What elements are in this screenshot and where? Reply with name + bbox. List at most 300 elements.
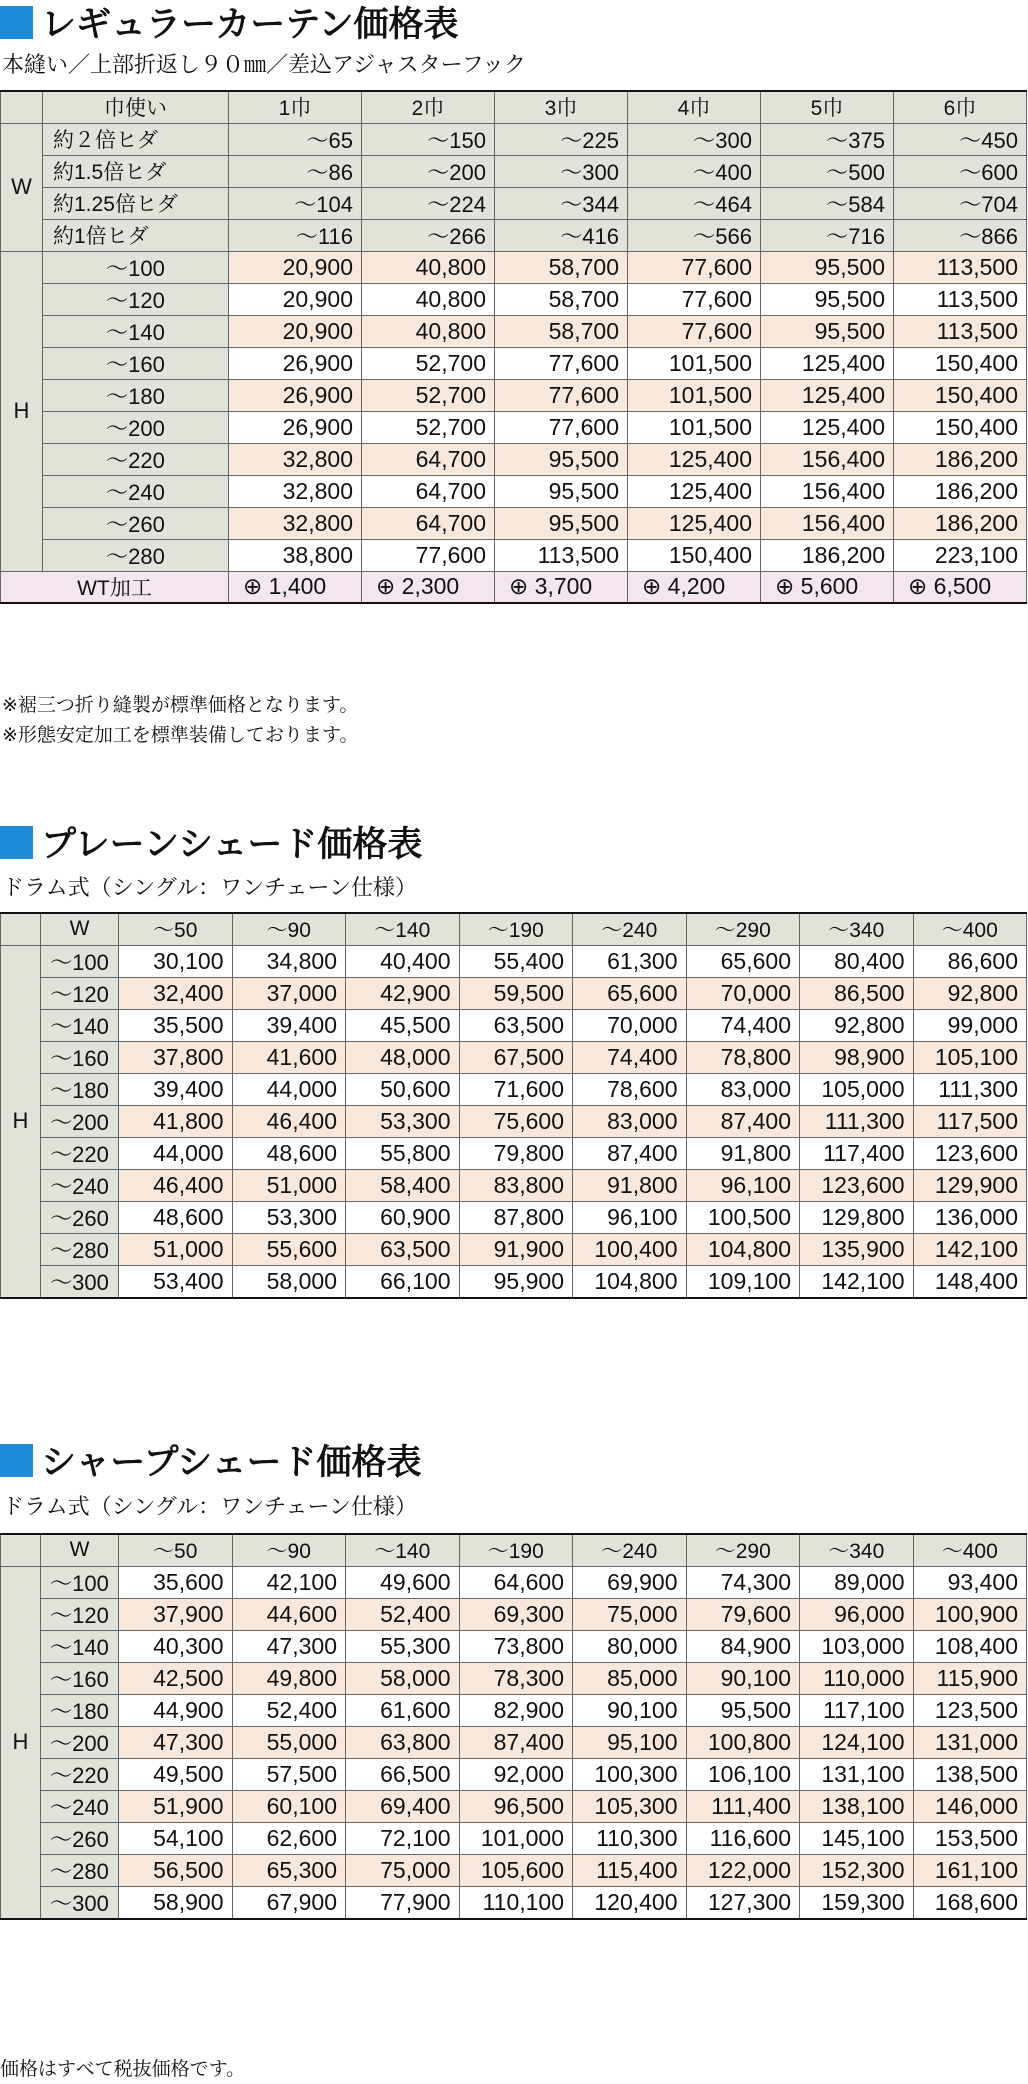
h-row-label: ～240 — [41, 1790, 119, 1822]
table-row — [1, 1009, 1027, 1041]
header-col: 4巾 — [628, 91, 761, 123]
table-row — [1, 1137, 1027, 1169]
price-cell: 75,000 — [346, 1854, 460, 1886]
price-cell: 111,400 — [686, 1790, 800, 1822]
price-cell: 95,500 — [761, 315, 894, 347]
price-cell: 110,000 — [800, 1662, 914, 1694]
price-cell: 125,400 — [628, 475, 761, 507]
price-cell: 146,000 — [913, 1790, 1027, 1822]
price-cell: 150,400 — [894, 379, 1027, 411]
price-cell: 65,600 — [573, 977, 687, 1009]
price-cell: 77,900 — [346, 1886, 460, 1919]
header-col: ～240 — [573, 913, 687, 945]
header-col: ～290 — [686, 913, 800, 945]
price-cell: 49,600 — [346, 1566, 460, 1598]
h-row — [1, 379, 1027, 411]
price-cell: 52,400 — [232, 1694, 346, 1726]
header-col: ～340 — [800, 1534, 914, 1566]
price-cell: 96,000 — [800, 1598, 914, 1630]
h-row-label: ～140 — [41, 1630, 119, 1662]
w-cell: ～464 — [628, 187, 761, 219]
price-cell: 69,300 — [459, 1598, 573, 1630]
h-row-label: ～200 — [43, 411, 229, 443]
price-cell: 105,300 — [573, 1790, 687, 1822]
price-cell: 49,800 — [232, 1662, 346, 1694]
price-cell: 39,400 — [232, 1009, 346, 1041]
price-cell: 73,800 — [459, 1630, 573, 1662]
price-cell: 101,500 — [628, 411, 761, 443]
h-row-label: ～100 — [43, 251, 229, 283]
price-cell: 52,400 — [346, 1598, 460, 1630]
w-row-label: 約1.25倍ヒダ — [43, 187, 229, 219]
price-cell: 39,400 — [119, 1073, 233, 1105]
price-cell: 125,400 — [628, 507, 761, 539]
w-cell: ～300 — [495, 155, 628, 187]
w-cell: ～225 — [495, 123, 628, 155]
price-cell: 100,400 — [573, 1233, 687, 1265]
price-cell: 44,600 — [232, 1598, 346, 1630]
h-group-label: H — [1, 251, 43, 571]
price-cell: 64,700 — [362, 507, 495, 539]
price-cell: 74,400 — [573, 1041, 687, 1073]
price-cell: 95,500 — [495, 475, 628, 507]
price-cell: 148,400 — [913, 1265, 1027, 1298]
plain-subtitle: ドラム式（シングル：ワンチェーン仕様） — [2, 876, 418, 901]
price-cell: 115,400 — [573, 1854, 687, 1886]
h-row-label: ～180 — [41, 1073, 119, 1105]
header-col: ～240 — [573, 1534, 687, 1566]
header-col: ～90 — [232, 1534, 346, 1566]
price-cell: 60,900 — [346, 1201, 460, 1233]
h-row-label: ～120 — [43, 283, 229, 315]
w-row — [1, 219, 1027, 251]
price-cell: 63,500 — [346, 1233, 460, 1265]
price-cell: 50,600 — [346, 1073, 460, 1105]
price-cell: 58,700 — [495, 283, 628, 315]
table-row — [1, 945, 1027, 977]
price-cell: 92,800 — [913, 977, 1027, 1009]
plain-title-text: プレーンシェード価格表 — [41, 825, 423, 865]
table-row — [1, 1105, 1027, 1137]
price-cell: 35,600 — [119, 1566, 233, 1598]
h-row-label: ～260 — [41, 1201, 119, 1233]
price-cell: 61,600 — [346, 1694, 460, 1726]
table-row — [1, 1886, 1027, 1919]
curtain-price-table — [0, 90, 1027, 604]
price-cell: 105,000 — [800, 1073, 914, 1105]
price-cell: 58,700 — [495, 315, 628, 347]
price-cell: 49,500 — [119, 1758, 233, 1790]
h-row-label: ～160 — [41, 1041, 119, 1073]
w-row — [1, 187, 1027, 219]
w-row — [1, 155, 1027, 187]
price-cell: 46,400 — [232, 1105, 346, 1137]
price-cell: 161,100 — [913, 1854, 1027, 1886]
wt-label: WT加工 — [1, 571, 229, 603]
price-cell: 87,400 — [459, 1726, 573, 1758]
price-cell: 75,000 — [573, 1598, 687, 1630]
price-cell: 101,500 — [628, 347, 761, 379]
price-cell: 55,300 — [346, 1630, 460, 1662]
price-cell: 40,800 — [362, 283, 495, 315]
h-row-label: ～100 — [41, 1566, 119, 1598]
price-cell: 100,900 — [913, 1598, 1027, 1630]
curtain-title-text: レギュラーカーテン価格表 — [41, 5, 459, 45]
h-row-label: ～120 — [41, 977, 119, 1009]
h-row-label: ～180 — [43, 379, 229, 411]
price-cell: 113,500 — [894, 283, 1027, 315]
h-row-label: ～280 — [43, 539, 229, 571]
price-cell: 77,600 — [495, 347, 628, 379]
plain-header-row — [1, 913, 1027, 945]
wt-cell: ⊕ 2,300 — [362, 571, 495, 603]
price-cell: 89,000 — [800, 1566, 914, 1598]
price-cell: 53,400 — [119, 1265, 233, 1298]
price-cell: 123,600 — [913, 1137, 1027, 1169]
wt-cell: ⊕ 3,700 — [495, 571, 628, 603]
price-cell: 58,400 — [346, 1169, 460, 1201]
w-cell: ～344 — [495, 187, 628, 219]
table-row — [1, 1233, 1027, 1265]
plain-price-table — [0, 912, 1027, 1299]
h-row — [1, 443, 1027, 475]
price-cell: 150,400 — [628, 539, 761, 571]
w-cell: ～266 — [362, 219, 495, 251]
header-blank-cell — [1, 91, 43, 123]
price-cell: 83,000 — [686, 1073, 800, 1105]
price-cell: 101,000 — [459, 1822, 573, 1854]
price-cell: 57,500 — [232, 1758, 346, 1790]
price-cell: 92,000 — [459, 1758, 573, 1790]
h-row-label: ～120 — [41, 1598, 119, 1630]
price-cell: 32,800 — [229, 443, 362, 475]
w-group-label: W — [1, 123, 43, 251]
price-cell: 65,300 — [232, 1854, 346, 1886]
price-cell: 54,100 — [119, 1822, 233, 1854]
price-cell: 55,800 — [346, 1137, 460, 1169]
plain-title — [0, 820, 422, 864]
price-cell: 62,600 — [232, 1822, 346, 1854]
price-cell: 78,600 — [573, 1073, 687, 1105]
price-cell: 55,600 — [232, 1233, 346, 1265]
price-cell: 109,100 — [686, 1265, 800, 1298]
price-cell: 110,300 — [573, 1822, 687, 1854]
header-col: 6巾 — [894, 91, 1027, 123]
price-cell: 37,000 — [232, 977, 346, 1009]
price-cell: 100,800 — [686, 1726, 800, 1758]
price-cell: 95,500 — [686, 1694, 800, 1726]
price-cell: 96,100 — [686, 1169, 800, 1201]
price-cell: 96,100 — [573, 1201, 687, 1233]
price-cell: 127,300 — [686, 1886, 800, 1919]
price-cell: 26,900 — [229, 379, 362, 411]
h-row-label: ～220 — [41, 1758, 119, 1790]
w-cell: ～86 — [229, 155, 362, 187]
price-cell: 131,000 — [913, 1726, 1027, 1758]
price-cell: 75,600 — [459, 1105, 573, 1137]
price-cell: 150,400 — [894, 347, 1027, 379]
w-cell: ～65 — [229, 123, 362, 155]
price-cell: 100,300 — [573, 1758, 687, 1790]
table-row — [1, 1073, 1027, 1105]
price-cell: 91,800 — [573, 1169, 687, 1201]
price-cell: 86,600 — [913, 945, 1027, 977]
price-cell: 83,800 — [459, 1169, 573, 1201]
price-cell: 30,100 — [119, 945, 233, 977]
price-cell: 41,800 — [119, 1105, 233, 1137]
price-cell: 55,000 — [232, 1726, 346, 1758]
title-square-icon — [0, 6, 33, 39]
price-cell: 78,800 — [686, 1041, 800, 1073]
h-row-label: ～240 — [41, 1169, 119, 1201]
price-cell: 95,500 — [495, 443, 628, 475]
price-cell: 125,400 — [761, 411, 894, 443]
header-corner-label: W — [41, 1534, 119, 1566]
table-row — [1, 1566, 1027, 1598]
price-cell: 40,300 — [119, 1630, 233, 1662]
price-cell: 105,600 — [459, 1854, 573, 1886]
header-col: 1巾 — [229, 91, 362, 123]
price-cell: 40,800 — [362, 251, 495, 283]
price-cell: 77,600 — [628, 251, 761, 283]
header-col: ～190 — [459, 913, 573, 945]
price-cell: 113,500 — [894, 315, 1027, 347]
price-cell: 90,100 — [686, 1662, 800, 1694]
price-cell: 117,400 — [800, 1137, 914, 1169]
price-cell: 78,300 — [459, 1662, 573, 1694]
price-cell: 48,600 — [119, 1201, 233, 1233]
price-cell: 131,100 — [800, 1758, 914, 1790]
price-cell: 74,400 — [686, 1009, 800, 1041]
price-cell: 80,400 — [800, 945, 914, 977]
w-cell: ～600 — [894, 155, 1027, 187]
price-cell: 95,500 — [761, 283, 894, 315]
price-cell: 125,400 — [761, 379, 894, 411]
table-row — [1, 1598, 1027, 1630]
w-cell: ～224 — [362, 187, 495, 219]
price-cell: 153,500 — [913, 1822, 1027, 1854]
header-col: ～400 — [913, 1534, 1027, 1566]
price-cell: 26,900 — [229, 347, 362, 379]
table-row — [1, 1790, 1027, 1822]
table-row — [1, 1758, 1027, 1790]
price-cell: 115,900 — [913, 1662, 1027, 1694]
price-cell: 129,800 — [800, 1201, 914, 1233]
w-cell: ～375 — [761, 123, 894, 155]
wt-cell: ⊕ 5,600 — [761, 571, 894, 603]
price-cell: 101,500 — [628, 379, 761, 411]
header-col: ～140 — [346, 1534, 460, 1566]
price-cell: 122,000 — [686, 1854, 800, 1886]
curtain-subtitle: 本縫い／上部折返し９０㎜／差込アジャスターフック — [2, 53, 527, 78]
w-cell: ～416 — [495, 219, 628, 251]
price-cell: 58,000 — [346, 1662, 460, 1694]
price-cell: 20,900 — [229, 251, 362, 283]
price-cell: 32,800 — [229, 475, 362, 507]
price-cell: 77,600 — [495, 379, 628, 411]
price-cell: 40,800 — [362, 315, 495, 347]
w-cell: ～450 — [894, 123, 1027, 155]
price-cell: 138,500 — [913, 1758, 1027, 1790]
price-cell: 32,800 — [229, 507, 362, 539]
header-corner-label: 巾使い — [43, 91, 229, 123]
price-cell: 186,200 — [761, 539, 894, 571]
price-cell: 92,800 — [800, 1009, 914, 1041]
price-cell: 77,600 — [628, 315, 761, 347]
w-row-label: 約1.5倍ヒダ — [43, 155, 229, 187]
price-cell: 95,100 — [573, 1726, 687, 1758]
price-cell: 120,400 — [573, 1886, 687, 1919]
price-cell: 20,900 — [229, 315, 362, 347]
price-cell: 45,500 — [346, 1009, 460, 1041]
h-row-label: ～200 — [41, 1105, 119, 1137]
price-cell: 42,900 — [346, 977, 460, 1009]
h-row-label: ～200 — [41, 1726, 119, 1758]
price-cell: 186,200 — [894, 507, 1027, 539]
price-cell: 84,900 — [686, 1630, 800, 1662]
header-col: ～400 — [913, 913, 1027, 945]
header-col: ～190 — [459, 1534, 573, 1566]
price-cell: 47,300 — [119, 1726, 233, 1758]
price-cell: 69,900 — [573, 1566, 687, 1598]
h-group-label: H — [1, 945, 41, 1298]
price-cell: 100,500 — [686, 1201, 800, 1233]
price-cell: 53,300 — [232, 1201, 346, 1233]
sharp-title — [0, 1438, 421, 1482]
price-cell: 80,000 — [573, 1630, 687, 1662]
price-cell: 103,000 — [800, 1630, 914, 1662]
price-cell: 60,100 — [232, 1790, 346, 1822]
price-cell: 95,500 — [761, 251, 894, 283]
price-cell: 111,300 — [800, 1105, 914, 1137]
w-row — [1, 123, 1027, 155]
table-row — [1, 1041, 1027, 1073]
sharp-header-row — [1, 1534, 1027, 1566]
price-cell: 106,100 — [686, 1758, 800, 1790]
h-row-label: ～240 — [43, 475, 229, 507]
price-cell: 108,400 — [913, 1630, 1027, 1662]
price-cell: 168,600 — [913, 1886, 1027, 1919]
price-cell: 142,100 — [800, 1265, 914, 1298]
price-cell: 67,500 — [459, 1041, 573, 1073]
price-cell: 83,000 — [573, 1105, 687, 1137]
title-square-icon — [0, 1444, 33, 1477]
header-col: ～50 — [119, 913, 233, 945]
table-row — [1, 1822, 1027, 1854]
header-col: ～140 — [346, 913, 460, 945]
price-cell: 123,600 — [800, 1169, 914, 1201]
price-cell: 55,400 — [459, 945, 573, 977]
h-row-label: ～160 — [43, 347, 229, 379]
price-cell: 159,300 — [800, 1886, 914, 1919]
w-cell: ～566 — [628, 219, 761, 251]
footer-note: 価格はすべて税抜価格です。 — [0, 2058, 246, 2080]
price-cell: 38,800 — [229, 539, 362, 571]
h-row-label: ～300 — [41, 1265, 119, 1298]
price-cell: 79,600 — [686, 1598, 800, 1630]
h-row-label: ～280 — [41, 1854, 119, 1886]
h-row-label: ～140 — [41, 1009, 119, 1041]
w-cell: ～104 — [229, 187, 362, 219]
price-cell: 125,400 — [628, 443, 761, 475]
header-blank-cell — [1, 1534, 41, 1566]
price-cell: 58,900 — [119, 1886, 233, 1919]
price-cell: 145,100 — [800, 1822, 914, 1854]
w-cell: ～500 — [761, 155, 894, 187]
price-cell: 136,000 — [913, 1201, 1027, 1233]
h-row-label: ～160 — [41, 1662, 119, 1694]
price-cell: 79,800 — [459, 1137, 573, 1169]
w-cell: ～866 — [894, 219, 1027, 251]
table-row — [1, 1662, 1027, 1694]
h-group-label: H — [1, 1566, 41, 1919]
curtain-note: ※形態安定加工を標準装備しております。 — [2, 724, 359, 746]
price-cell: 51,900 — [119, 1790, 233, 1822]
price-cell: 44,900 — [119, 1694, 233, 1726]
price-cell: 71,600 — [459, 1073, 573, 1105]
price-cell: 95,500 — [495, 507, 628, 539]
price-cell: 20,900 — [229, 283, 362, 315]
header-blank-cell — [1, 913, 41, 945]
price-cell: 113,500 — [495, 539, 628, 571]
price-cell: 93,400 — [913, 1566, 1027, 1598]
price-cell: 48,000 — [346, 1041, 460, 1073]
h-row-label: ～140 — [43, 315, 229, 347]
price-cell: 63,500 — [459, 1009, 573, 1041]
w-cell: ～584 — [761, 187, 894, 219]
price-cell: 104,800 — [686, 1233, 800, 1265]
table-row — [1, 1726, 1027, 1758]
price-cell: 47,300 — [232, 1630, 346, 1662]
header-col: ～340 — [800, 913, 914, 945]
h-row — [1, 539, 1027, 571]
price-cell: 113,500 — [894, 251, 1027, 283]
price-cell: 105,100 — [913, 1041, 1027, 1073]
price-cell: 41,600 — [232, 1041, 346, 1073]
price-cell: 42,100 — [232, 1566, 346, 1598]
price-cell: 51,000 — [119, 1233, 233, 1265]
price-cell: 44,000 — [119, 1137, 233, 1169]
wt-cell: ⊕ 6,500 — [894, 571, 1027, 603]
table-row — [1, 977, 1027, 1009]
price-cell: 74,300 — [686, 1566, 800, 1598]
price-cell: 34,800 — [232, 945, 346, 977]
price-cell: 116,600 — [686, 1822, 800, 1854]
price-cell: 37,900 — [119, 1598, 233, 1630]
price-cell: 82,900 — [459, 1694, 573, 1726]
header-col: 2巾 — [362, 91, 495, 123]
h-row — [1, 347, 1027, 379]
h-row-label: ～260 — [41, 1822, 119, 1854]
price-cell: 44,000 — [232, 1073, 346, 1105]
h-row — [1, 283, 1027, 315]
w-row-label: 約1倍ヒダ — [43, 219, 229, 251]
table-row — [1, 1265, 1027, 1298]
price-cell: 110,100 — [459, 1886, 573, 1919]
price-cell: 87,400 — [686, 1105, 800, 1137]
price-cell: 111,300 — [913, 1073, 1027, 1105]
price-cell: 125,400 — [761, 347, 894, 379]
h-row-label: ～300 — [41, 1886, 119, 1919]
price-cell: 98,900 — [800, 1041, 914, 1073]
wt-row — [1, 571, 1027, 603]
h-row — [1, 315, 1027, 347]
price-cell: 90,100 — [573, 1694, 687, 1726]
price-cell: 46,400 — [119, 1169, 233, 1201]
price-cell: 63,800 — [346, 1726, 460, 1758]
price-cell: 61,300 — [573, 945, 687, 977]
price-cell: 91,800 — [686, 1137, 800, 1169]
